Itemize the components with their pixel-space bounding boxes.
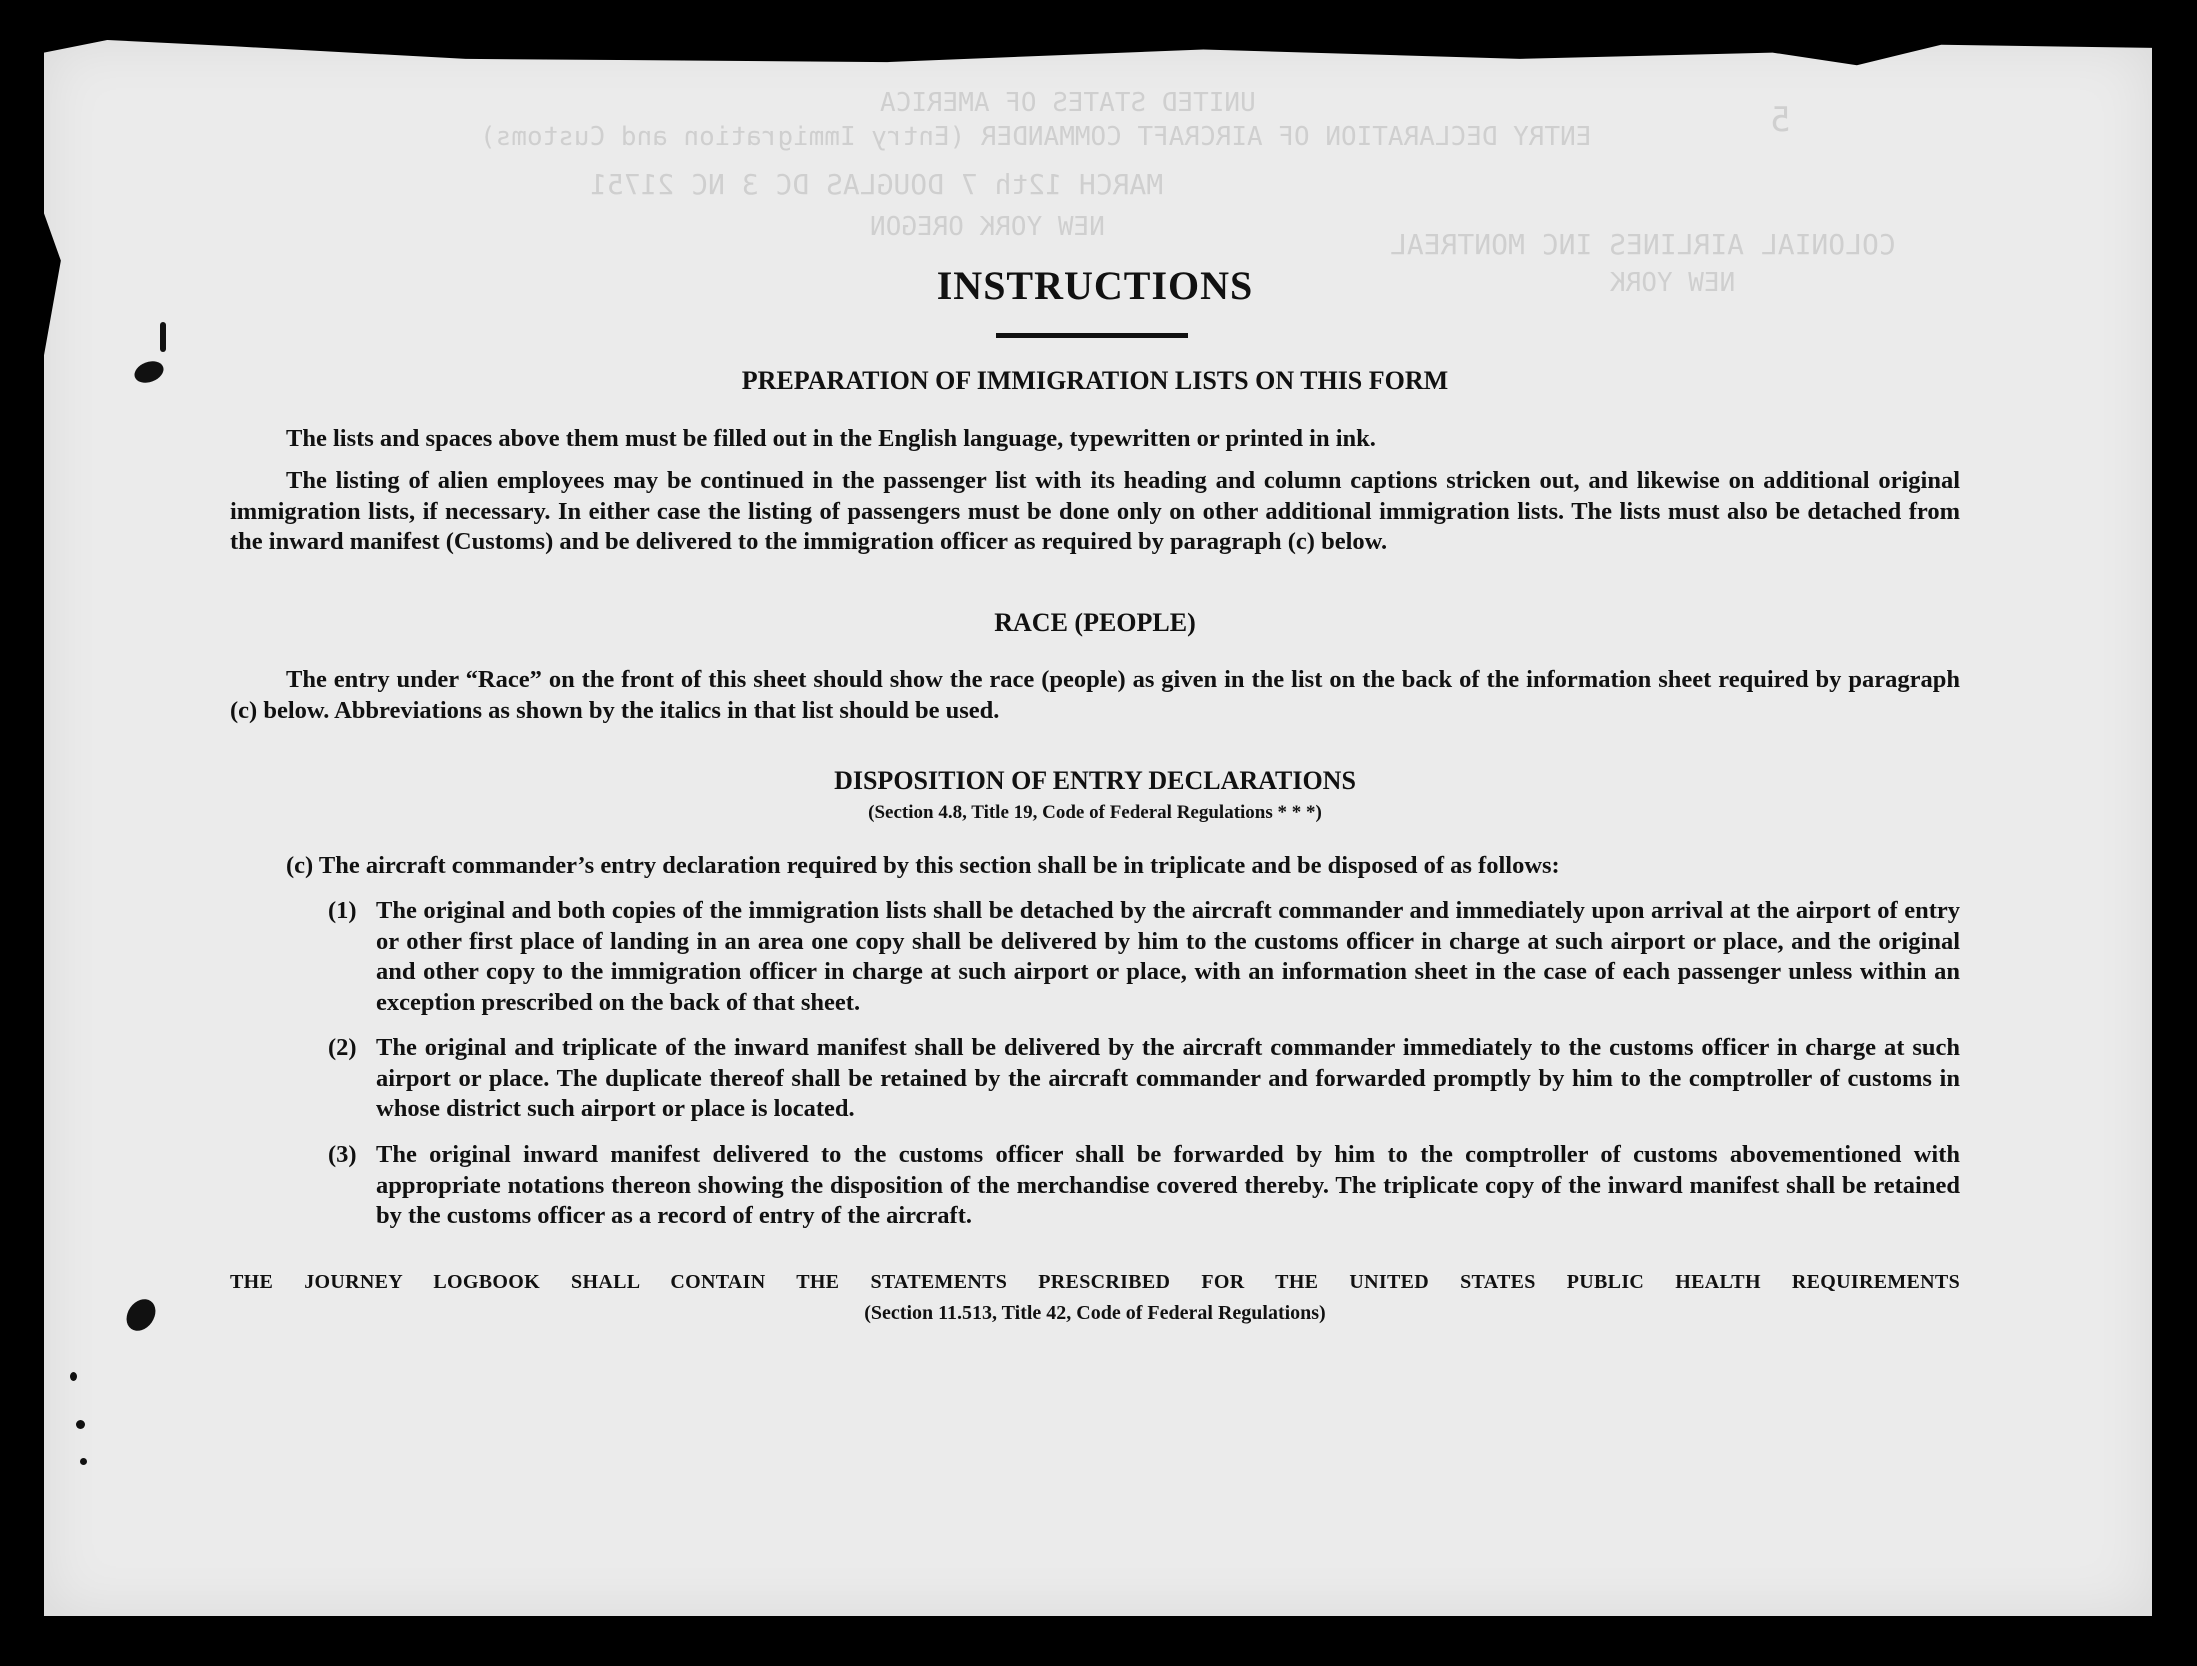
list-item-number: (3) [328, 1141, 357, 1168]
list-item-text: The original and triplicate of the inward manifest shall be delivered by the aircraft commander immediately to the customs officer in charge at such airport or place. The duplicate thereof shall be retained by the aircraft commander and forwarded promptly by him to the comptroller of customs in whose district such airport or place is located. [376, 1034, 1960, 1122]
list-item-number: (1) [328, 897, 357, 924]
bleed-through-line-6: NEW YORK [1610, 268, 1736, 298]
section-heading-disposition: DISPOSITION OF ENTRY DECLARATIONS [834, 766, 1356, 795]
ink-speck [80, 1458, 87, 1465]
footer-statement: THE JOURNEY LOGBOOK SHALL CONTAIN THE STATEMENTS PRESCRIBED FOR THE UNITED STATES PUBLIC HEALTH REQUIREMENTS [230, 1271, 1960, 1293]
document-title: INSTRUCTIONS [936, 263, 1254, 308]
section-heading-race: RACE (PEOPLE) [994, 608, 1196, 637]
ink-blot [121, 1294, 162, 1337]
list-item [328, 896, 1960, 1018]
list-item-text: The original and both copies of the immigration lists shall be detached by the aircraft commander and immediately upon arrival at the airport of entry or other first place of landing in an area one copy shall be delivered by him to the customs officer in charge at such airport or place, and the original and other copy to the immigration officer in charge at such airport or place, with an information sheet in the case of each passenger unless within an exception prescribed on the back of that sheet. [376, 897, 1960, 1016]
bleed-through-line-3: MARCH 12th 7 DOUGLAS DC 3 NC 21751 [590, 168, 1164, 201]
ink-speck [70, 1372, 77, 1381]
bleed-through-line-5: COLONIAL AIRLINES INC MONTREAL [1390, 228, 1896, 261]
bleed-through-line-4: NEW YORK OREGON [870, 212, 1105, 242]
title-underline [996, 333, 1188, 338]
ink-speck [76, 1420, 85, 1429]
section-heading-preparation: PREPARATION OF IMMIGRATION LISTS ON THIS FORM [741, 366, 1449, 395]
footer-citation: (Section 11.513, Title 42, Code of Federal Regulations) [864, 1302, 1326, 1324]
bleed-through-page-mark: 5 [1770, 100, 1791, 140]
list-item [328, 1140, 1960, 1232]
section-citation-disposition: (Section 4.8, Title 19, Code of Federal Regulations * * *) [868, 802, 1322, 823]
list-item-number: (2) [328, 1034, 357, 1061]
bleed-through-line-2: ENTRY DECLARATION OF AIRCRAFT COMMANDER (Entry Immigration and Customs) [480, 122, 1592, 152]
ink-blot [131, 357, 166, 386]
bleed-through-line-1: UNITED STATES OF AMERICA [880, 88, 1256, 118]
paragraph-race: The entry under “Race” on the front of this sheet should show the race (people) as given in the list on the back of the information sheet required by paragraph (c) below. Abbreviations as shown by the italics in that list should be used. [230, 666, 1960, 724]
list-item [328, 1033, 1960, 1125]
paragraph-language: The lists and spaces above them must be filled out in the English language, typewritten or printed in ink. [286, 425, 1376, 452]
list-item-text: The original inward manifest delivered to the customs officer shall be forwarded by him to the comptroller of customs abovementioned with appropriate notations thereon showing the disposition of the merchandise covered thereby. The triplicate copy of the inward manifest shall be retained by the customs officer as a record of entry of the aircraft. [376, 1141, 1960, 1229]
paragraph-disposition-intro: (c) The aircraft commander’s entry declaration required by this section shall be in triplicate and be disposed of as follows: [286, 852, 1560, 879]
paragraph-alien-employees: The listing of alien employees may be continued in the passenger list with its heading and column captions stricken out, and likewise on additional original immigration lists, if necessary. In either case the listing of passengers must be done only on other additional immigration lists. The lists must also be detached from the inward manifest (Customs) and be delivered to the immigration officer as required by paragraph (c) below. [230, 467, 1960, 555]
ink-speck [160, 322, 166, 352]
